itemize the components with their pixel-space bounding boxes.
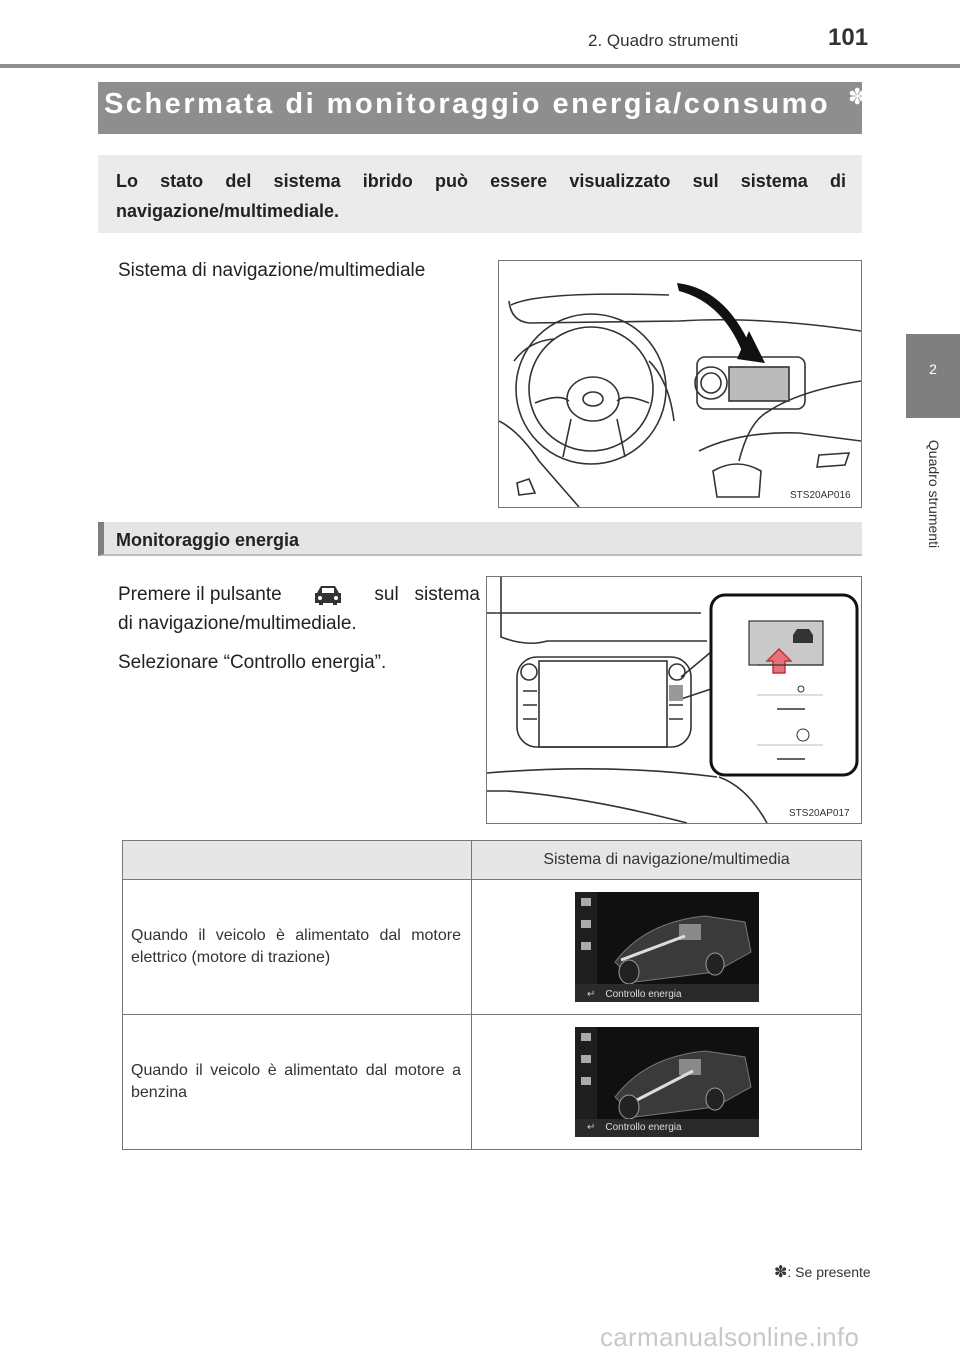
- chapter-tab-label-box: [896, 420, 960, 580]
- intro-text: Lo stato del sistema ibrido può essere visualizzato sul sistema di navigazione/multimediale.: [116, 171, 846, 221]
- chapter-tab-number: 2: [929, 361, 937, 377]
- dashboard-illustration: [498, 260, 862, 508]
- dashboard-drawing: [499, 261, 861, 507]
- step-1-after-a: sul sistema: [374, 584, 480, 605]
- page-number: 101: [828, 24, 869, 51]
- row-condition-petrol: Quando il veicolo è alimentato dal motore a benzina: [123, 1015, 472, 1150]
- car-icon: [313, 583, 343, 607]
- figure-code-1: STS20AP016: [790, 490, 851, 501]
- back-icon: ↵: [587, 1121, 596, 1133]
- nav-system-label: Sistema di navigazione/multimediale: [118, 260, 426, 281]
- header-divider: [0, 64, 960, 68]
- head-unit-illustration: [486, 576, 862, 824]
- screen-label-1: Controllo energia: [605, 988, 682, 1000]
- page-title: Schermata di monitoraggio energia/consumo: [104, 88, 831, 120]
- chapter-tab-label: Quadro strumenti: [926, 439, 942, 549]
- footnote-text: : Se presente: [787, 1264, 871, 1280]
- screen-label-2: Controllo energia: [605, 1121, 682, 1133]
- screen-footer-1: [583, 985, 767, 1003]
- table-header-empty: [123, 841, 472, 880]
- title-footnote-marker: ✽: [848, 84, 867, 109]
- row-condition-electric: Quando il veicolo è alimentato dal motore elettrico (motore di trazione): [123, 880, 472, 1015]
- running-header: 2. Quadro strumenti: [588, 31, 739, 50]
- watermark: carmanualsonline.info: [600, 1322, 860, 1352]
- back-icon: ↵: [587, 988, 596, 1000]
- step-1-after-b: di navigazione/multimediale.: [118, 613, 357, 634]
- figure-code-2: STS20AP017: [789, 808, 850, 819]
- step-2: Selezionare “Controllo energia”.: [118, 652, 387, 673]
- footnote-marker: ✽: [774, 1264, 788, 1281]
- head-unit-drawing: [487, 577, 861, 823]
- table-header-nav: Sistema di navigazione/multimedia: [472, 841, 862, 880]
- screen-footer-2: [583, 1118, 767, 1136]
- chapter-tab: [906, 334, 960, 418]
- table-header-row: [123, 841, 862, 880]
- step-1-before: Premere il pulsante: [118, 584, 282, 605]
- footnote: [774, 1262, 871, 1282]
- step-1: [118, 580, 480, 638]
- section-heading: Monitoraggio energia: [116, 530, 300, 550]
